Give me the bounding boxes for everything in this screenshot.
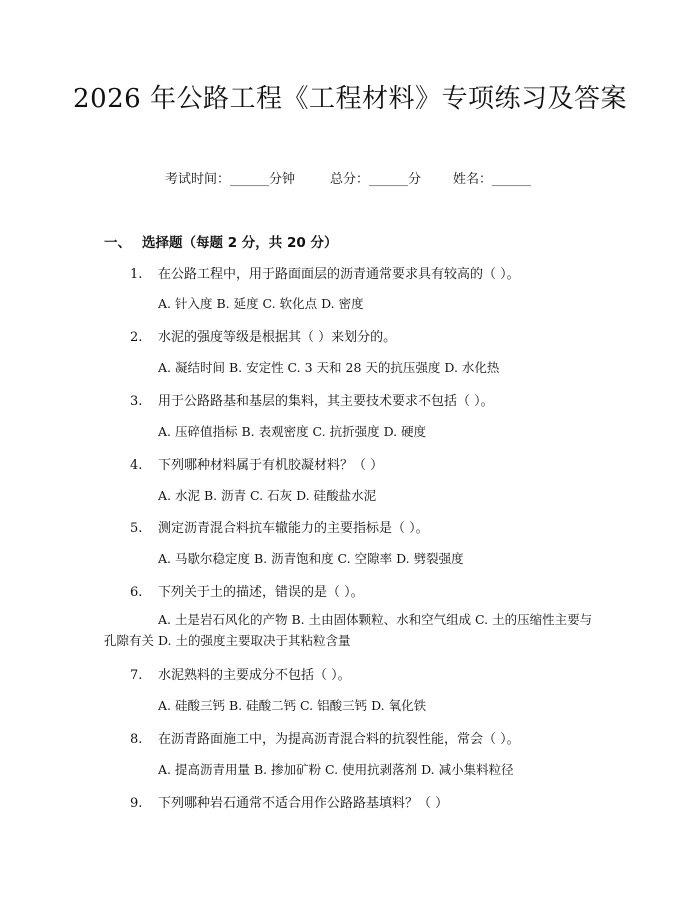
question-number: 5. <box>130 521 143 536</box>
question-number: 3. <box>130 394 143 409</box>
question-1-options: A. 针入度 B. 延度 C. 软化点 D. 密度 <box>158 296 364 311</box>
question-text: 水泥的强度等级是根据其（ ）来划分的。 <box>158 330 397 345</box>
question-number: 2. <box>130 330 143 345</box>
question-5 <box>130 517 429 536</box>
question-number: 1. <box>130 267 143 282</box>
question-text: 下列哪种岩石通常不适合用作公路路基填料？（ ） <box>158 796 449 811</box>
question-number: 8. <box>130 732 143 747</box>
question-text: 测定沥青混合料抗车辙能力的主要指标是（ ）。 <box>158 521 429 536</box>
question-number: 4. <box>130 458 143 473</box>
question-7 <box>130 664 351 683</box>
question-text: 在沥青路面施工中，为提高沥青混合料的抗裂性能，常会（ ）。 <box>158 732 520 747</box>
question-text: 下列关于土的描述，错误的是（ ）。 <box>158 585 364 600</box>
question-number: 9. <box>130 796 143 811</box>
question-4 <box>130 454 383 473</box>
question-number: 6. <box>130 585 143 600</box>
question-7-options: A. 硅酸三钙 B. 硅酸二钙 C. 铝酸三钙 D. 氧化铁 <box>158 698 427 713</box>
question-9 <box>130 792 448 811</box>
question-text: 用于公路路基和基层的集料，其主要技术要求不包括（ ）。 <box>158 394 494 409</box>
section-number: 一、 <box>104 235 131 251</box>
question-8-options: A. 提高沥青用量 B. 掺加矿粉 C. 使用抗剥落剂 D. 减小集料粒径 <box>158 762 514 777</box>
question-3-options: A. 压碎值指标 B. 表观密度 C. 抗折强度 D. 硬度 <box>158 424 427 439</box>
question-5-options: A. 马歇尔稳定度 B. 沥青饱和度 C. 空隙率 D. 劈裂强度 <box>158 551 464 566</box>
question-1 <box>130 263 520 282</box>
question-6 <box>130 581 364 600</box>
question-2-options: A. 凝结时间 B. 安定性 C. 3 天和 28 天的抗压强度 D. 水化热 <box>158 360 500 375</box>
question-6-options: A. 土是岩石风化的产物 B. 土由固体颗粒、水和空气组成 C. 土的压缩性主要与孔隙有关 D. 土的强度主要取决于其粘粒含量 <box>104 612 593 648</box>
question-text: 水泥熟料的主要成分不包括（ ）。 <box>158 668 351 683</box>
exam-time: 考试时间：______分钟 <box>165 172 296 187</box>
student-name: 姓名：______ <box>453 172 532 187</box>
question-text: 下列哪种材料属于有机胶凝材料？（ ） <box>158 458 384 473</box>
document-title: 2026 年公路工程《工程材料》专项练习及答案 <box>73 84 627 114</box>
question-number: 7. <box>130 668 143 683</box>
question-3 <box>130 390 494 409</box>
question-2 <box>130 326 396 345</box>
section-heading <box>104 231 337 251</box>
question-8 <box>130 728 520 747</box>
question-text: 在公路工程中，用于路面面层的沥青通常要求具有较高的（ ）。 <box>158 267 520 282</box>
section-label: 选择题（每题 2 分，共 20 分） <box>142 235 338 251</box>
total-score: 总分：______分 <box>330 172 422 187</box>
question-4-options: A. 水泥 B. 沥青 C. 石灰 D. 硅酸盐水泥 <box>158 488 377 503</box>
